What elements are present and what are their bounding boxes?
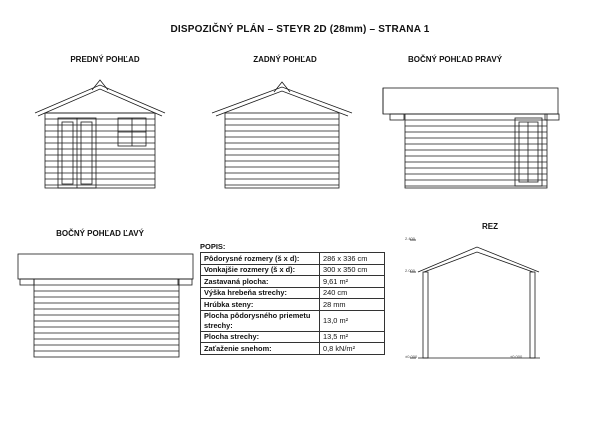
spec-label: Plocha strechy: (201, 331, 320, 343)
spec-value: 240 cm (320, 287, 385, 299)
spec-value: 9,61 m² (320, 276, 385, 288)
spec-row (201, 299, 385, 311)
spec-value: 13,5 m² (320, 331, 385, 343)
spec-row (201, 310, 385, 331)
specs-heading: POPIS: (200, 242, 226, 251)
specs-panel (200, 242, 385, 355)
spec-value: 0,8 kN/m² (320, 343, 385, 355)
spec-label: Pôdorysné rozmery (š x d): (201, 253, 320, 265)
spec-label: Výška hrebeňa strechy: (201, 287, 320, 299)
side-left-view-label: BOČNÝ POHĽAD ĽAVÝ (56, 229, 144, 238)
spec-label: Hrúbka steny: (201, 299, 320, 311)
spec-row (201, 331, 385, 343)
spec-row (201, 253, 385, 265)
spec-label: Zaťaženie snehom: (201, 343, 320, 355)
specs-table (200, 252, 385, 355)
spec-label: Zastavaná plocha: (201, 276, 320, 288)
front-view-label: PREDNÝ POHĽAD (70, 55, 140, 64)
section-dim-floor: ±0.000 (405, 354, 418, 359)
spec-value: 300 x 350 cm (320, 264, 385, 276)
spec-row (201, 276, 385, 288)
spec-value: 28 mm (320, 299, 385, 311)
page-title: DISPOZIČNÝ PLÁN – STEYR 2D (28mm) – STRANA 1 (170, 24, 430, 35)
spec-label: Vonkajšie rozmery (š x d): (201, 264, 320, 276)
back-view-label: ZADNÝ POHĽAD (253, 55, 317, 64)
spec-label: Plocha pôdorysného priemetu strechy: (201, 310, 320, 331)
section-view-label: REZ (482, 222, 498, 231)
spec-row (201, 264, 385, 276)
spec-value: 286 x 336 cm (320, 253, 385, 265)
section-dim-ridge: 2.400 (405, 236, 416, 241)
spec-row (201, 287, 385, 299)
spec-value: 13,0 m² (320, 310, 385, 331)
side-right-view-label: BOČNÝ POHĽAD PRAVÝ (407, 55, 503, 64)
section-dim-floor-inner: ±0.000 (510, 354, 523, 359)
spec-row (201, 343, 385, 355)
section-dim-eave: 2.000 (405, 268, 416, 273)
